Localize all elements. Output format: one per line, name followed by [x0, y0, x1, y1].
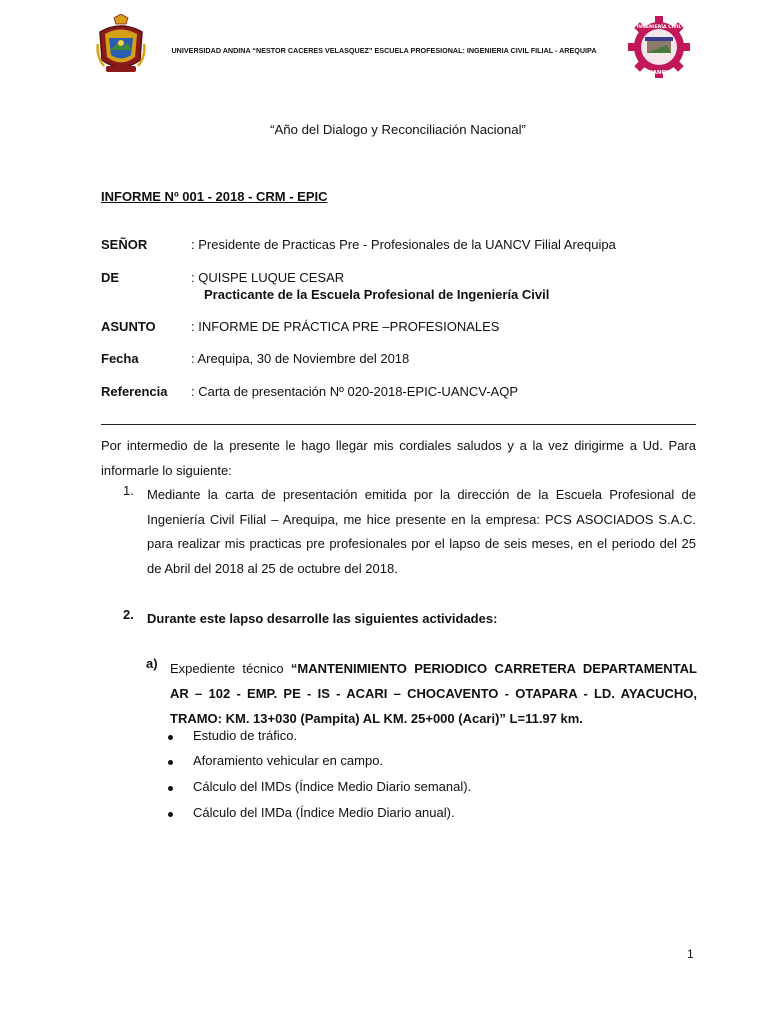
project-title: “MANTENIMIENTO PERIODICO CARRETERA DEPARTAMENTAL AR – 102 - EMP. PE - IS - ACARI – CHOCAVENTO - OTAPARA - LD. AYACUCHO, TRAMO: KM. 13+030 (Pampita) AL KM. 25+000 (Acari)” L=11.97 km. [170, 661, 697, 726]
university-crest-logo [96, 14, 146, 76]
bullet-icon [168, 812, 173, 817]
field-value: : INFORME DE PRÁCTICA PRE –PROFESIONALES [191, 319, 500, 334]
field-label: DE [101, 270, 120, 285]
bullet-icon [168, 786, 173, 791]
item-number: 2. [123, 607, 134, 622]
university-header: UNIVERSIDAD ANDINA “NESTOR CACERES VELASQUEZ” ESCUELA PROFESIONAL: INGENIERIA CIVIL FILIAL - AREQUIPA [171, 46, 597, 55]
field-value: : Presidente de Practicas Pre - Profesionales de la UANCV Filial Arequipa [191, 237, 616, 252]
field-value: : Carta de presentación Nº 020-2018-EPIC-UANCV-AQP [191, 384, 519, 399]
horizontal-divider [101, 424, 696, 425]
civil-engineering-gear-logo [626, 16, 692, 78]
svg-text:UANCV: UANCV [648, 70, 670, 76]
bullet-icon [168, 760, 173, 765]
item-text: Durante este lapso desarrolle las siguientes actividades: [147, 611, 498, 626]
sub-item-text: Expediente técnico “MANTENIMIENTO PERIODICO CARRETERA DEPARTAMENTAL AR – 102 - EMP. PE - IS - ACARI – CHOCAVENTO - OTAPARA - LD. AYACUCHO, TRAMO: KM. 13+030 (Pampita) AL KM. 25+000 (Acari)” L=11.97 km. [170, 661, 697, 726]
svg-text:INGENIERÍA CIVIL: INGENIERÍA CIVIL [636, 25, 682, 30]
report-title: INFORME Nº 001 - 2018 - CRM - EPIC [101, 189, 328, 204]
item-number: 1. [123, 483, 134, 498]
document-page: UNIVERSIDAD ANDINA “NESTOR CACERES VELASQUEZ” ESCUELA PROFESIONAL: INGENIERIA CIVIL FILIAL - AREQUIPA INGENIERÍA CIVIL UANCV “Año del Dialogo y Reconciliación Nacional” INFORME Nº 001 - 2018 - CRM - EPIC SEÑOR : Presidente de Practicas Pre - Profesionales de la UANCV Filial Arequipa DE : QUISPE LUQUE CESAR Practicante de la Escuela Profesional de Ingeniería Civil ASUNTO : INFORME DE PRÁCTICA PRE –PROFESIONALES Fecha : Arequipa, 30 de Noviembre del 2018 Referencia : Carta de presentación Nº 020-2018-EPIC-UANCV-AQP Por intermedio de la presente le hago llegar mis cordiales saludos y a la vez dirigirme a Ud. Para informarle lo siguiente: 1. Mediante la carta de presentación emitida por la dirección de la Escuela Profesional de Ingeniería Civil Filial – Arequipa, me hice presente en la empresa: PCS ASOCIADOS S.A.C. para realizar mis practicas pre profesionales por el lapso de seis meses, en el periodo del 25 de Abril del 2018 al 25 de octubre del 2018. 2. Durante este lapso desarrolle las siguientes actividades: a) Expediente técnico “MANTENIMIENTO PERIODICO CARRETERA DEPARTAMENTAL AR – 102 - EMP. PE - IS - ACARI – CHOCAVENTO - OTAPARA - LD. AYACUCHO, TRAMO: KM. 13+030 (Pampita) AL KM. 25+000 (Acari)” L=11.97 km. Estudio de tráfico. Aforamiento vehicular en campo. Cálculo del IMDs (Índice Medio Diario semanal). Cálculo del IMDa (Índice Medio Diario anual). 1 [0, 0, 768, 1024]
page-number: 1 [687, 947, 694, 961]
field-label: Referencia [101, 384, 168, 399]
company-name: PCS ASOCIADOS S.A.C. [545, 511, 696, 527]
bullet-icon [168, 735, 173, 740]
field-value: : Arequipa, 30 de Noviembre del 2018 [191, 351, 410, 366]
intro-paragraph: Por intermedio de la presente le hago llegar mis cordiales saludos y a la vez dirigirme a Ud. Para informarle lo siguiente: [101, 438, 696, 478]
field-value: : QUISPE LUQUE CESAR [191, 270, 345, 285]
sub-item-letter: a) [146, 656, 158, 671]
year-motto: “Año del Dialogo y Reconciliación Nacional” [270, 122, 526, 137]
field-label: ASUNTO [101, 319, 156, 334]
field-value-secondary: Practicante de la Escuela Profesional de Ingeniería Civil [204, 287, 550, 302]
item-text: Mediante la carta de presentación emitida por la dirección de la Escuela Profesional de Ingeniería Civil Filial – Arequipa, me hice presente en la empresa: PCS ASOCIADOS S.A.C. para realizar mis practicas pre profesionales por el lapso de seis meses, en el periodo del 25 de Abril del 2018 al 25 de octubre del 2018. [147, 487, 696, 576]
field-label: SEÑOR [101, 237, 148, 252]
field-label: Fecha [101, 351, 139, 366]
